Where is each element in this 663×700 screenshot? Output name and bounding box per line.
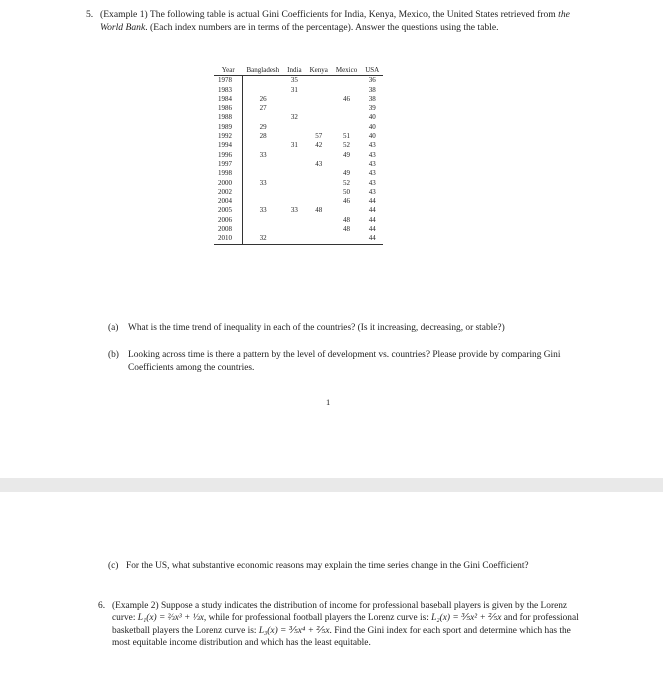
table-cell xyxy=(283,132,305,141)
question-c-text: For the US, what substantive economic reasons may explain the time series change in the Gini Coefficient? xyxy=(126,561,529,571)
question-label: (b) xyxy=(108,350,119,360)
table-cell xyxy=(306,225,332,234)
table-cell xyxy=(283,169,305,178)
table-cell: 40 xyxy=(368,113,376,122)
table-cell xyxy=(283,104,305,113)
page-number: 1 xyxy=(326,397,331,407)
year-cell: 1989 xyxy=(214,123,243,132)
table-cell xyxy=(283,179,305,188)
table-cell xyxy=(283,234,305,244)
table-cell: 49 xyxy=(343,150,351,159)
table-cell: 42 xyxy=(315,141,323,150)
table-cell: 33 xyxy=(259,150,267,159)
table-cell: 48 xyxy=(343,225,351,234)
table-cell xyxy=(306,151,332,160)
question-a xyxy=(108,322,578,335)
table-cell: 44 xyxy=(368,215,376,224)
table-cell: 31 xyxy=(290,85,298,94)
table-cell: 52 xyxy=(343,141,351,150)
column-header: India xyxy=(283,66,305,76)
year-cell: 1996 xyxy=(214,151,243,160)
table-cell: 38 xyxy=(368,94,376,103)
question-label: (a) xyxy=(108,323,119,333)
table-cell: 33 xyxy=(259,206,267,215)
column-header: Year xyxy=(214,66,243,76)
table-cell xyxy=(306,216,332,225)
question-6 xyxy=(98,600,580,650)
table-cell xyxy=(306,113,332,122)
table-cell xyxy=(306,76,332,86)
table-cell: 40 xyxy=(368,122,376,131)
table-row xyxy=(214,151,383,160)
table-cell xyxy=(243,76,284,86)
table-cell xyxy=(306,123,332,132)
table-cell xyxy=(306,234,332,244)
table-row xyxy=(214,141,383,150)
table-cell xyxy=(332,113,361,122)
table-cell xyxy=(283,160,305,169)
question-a-text: What is the time trend of inequality in each of the countries? (Is it increasing, decreasing, or stable?) xyxy=(128,323,505,333)
table-cell xyxy=(332,123,361,132)
table-cell: 32 xyxy=(243,234,284,244)
table-cell xyxy=(306,169,332,178)
table-cell: 40 xyxy=(368,132,376,141)
table-cell xyxy=(332,76,361,86)
table-cell: 32 xyxy=(290,113,298,122)
year-cell: 1997 xyxy=(214,160,243,169)
column-header: USA xyxy=(361,66,383,76)
table-cell xyxy=(332,234,361,244)
table-cell xyxy=(306,95,332,104)
table-cell: 44 xyxy=(368,197,376,206)
lorenz-curve-baseball: L₁(x) = ⅔x³ + ⅓x xyxy=(137,613,204,624)
table-cell xyxy=(243,86,284,95)
table-cell: 44 xyxy=(368,206,376,215)
table-cell: 51 xyxy=(343,132,351,141)
year-cell: 1978 xyxy=(214,76,243,86)
table-cell xyxy=(306,197,332,206)
table-cell xyxy=(243,216,284,225)
table-cell: 43 xyxy=(368,159,376,168)
question-6-text: (Example 2) Suppose a study indicates the distribution of income for professional baseball players is given by the Lorenz curve: L₁(x) = ⅔x³ + ⅓x, while for professional football players the Lorenz curve is: L₂(x) = ⅗x² + ⅖x and for professional basketball players the Lorenz curve is: L₃(x) = ⅗x⁴ + ⅖x. Find the Gini index for each sport and determine which has the most equitable income distribution and which has the least equitable. xyxy=(112,601,579,649)
table-cell xyxy=(306,104,332,113)
year-cell: 1994 xyxy=(214,141,243,150)
table-cell: 46 xyxy=(343,197,351,206)
table-cell xyxy=(332,160,361,169)
table-row xyxy=(214,225,383,234)
table-cell: 35 xyxy=(290,76,298,85)
table-cell xyxy=(243,169,284,178)
lorenz-curve-football: L₂(x) = ⅗x² + ⅖x xyxy=(431,613,502,624)
year-cell: 1998 xyxy=(214,169,243,178)
question-5-text: (Example 1) The following table is actual Gini Coefficients for India, Kenya, Mexico, the United States retrieved from the World Bank. (Each index numbers are in terms of the percentage). Answer the questions using the table. xyxy=(100,9,570,33)
table-cell xyxy=(283,95,305,104)
table-row xyxy=(214,160,383,169)
table-cell xyxy=(332,104,361,113)
table-cell: 36 xyxy=(368,76,376,85)
table-cell: 39 xyxy=(368,104,376,113)
table-row xyxy=(214,95,383,104)
table-row xyxy=(214,188,383,197)
table-cell: 38 xyxy=(368,85,376,94)
table-cell xyxy=(243,160,284,169)
table-row xyxy=(214,113,383,122)
table-row xyxy=(214,206,383,215)
table-row xyxy=(214,86,383,95)
table-cell: 27 xyxy=(259,104,267,113)
table-cell: 49 xyxy=(343,169,351,178)
table-cell xyxy=(306,86,332,95)
table-cell xyxy=(332,86,361,95)
table-header-row xyxy=(214,66,383,76)
table-cell: 57 xyxy=(315,132,323,141)
year-cell: 2010 xyxy=(214,234,243,244)
lorenz-curve-basketball: L₃(x) = ⅗x⁴ + ⅖x xyxy=(258,625,330,636)
table-cell xyxy=(283,151,305,160)
table-cell: 43 xyxy=(368,178,376,187)
table-cell: 26 xyxy=(259,94,267,103)
table-cell xyxy=(243,113,284,122)
table-cell: 28 xyxy=(259,132,267,141)
table-cell: 46 xyxy=(343,94,351,103)
table-cell xyxy=(283,225,305,234)
question-5 xyxy=(86,8,586,34)
table-cell: 43 xyxy=(368,141,376,150)
year-cell: 2005 xyxy=(214,206,243,215)
year-cell: 1983 xyxy=(214,86,243,95)
table-cell: 33 xyxy=(259,178,267,187)
year-cell: 2008 xyxy=(214,225,243,234)
table-cell: 43 xyxy=(368,169,376,178)
table-cell: 31 xyxy=(290,141,298,150)
year-cell: 2002 xyxy=(214,188,243,197)
table-cell xyxy=(283,216,305,225)
table-cell xyxy=(243,141,284,150)
table-row xyxy=(214,197,383,206)
gini-table xyxy=(214,66,383,245)
year-cell: 1992 xyxy=(214,132,243,141)
table-cell xyxy=(306,179,332,188)
page-2 xyxy=(0,492,663,700)
table-cell xyxy=(283,123,305,132)
table-row xyxy=(214,132,383,141)
table-cell: 29 xyxy=(259,122,267,131)
column-header: Kenya xyxy=(306,66,332,76)
table-row xyxy=(214,104,383,113)
table-row xyxy=(214,169,383,178)
table-cell xyxy=(243,188,284,197)
year-cell: 1986 xyxy=(214,104,243,113)
table-cell: 50 xyxy=(343,187,351,196)
table-row xyxy=(214,123,383,132)
table-cell: 44 xyxy=(368,225,376,234)
question-number: 5. xyxy=(86,9,94,20)
source-name: the World Bank xyxy=(100,9,570,33)
table-cell: 33 xyxy=(290,206,298,215)
question-number: 6. xyxy=(98,601,106,611)
year-cell: 2006 xyxy=(214,216,243,225)
table-cell xyxy=(283,188,305,197)
year-cell: 2004 xyxy=(214,197,243,206)
table-cell: 43 xyxy=(368,150,376,159)
table-cell xyxy=(283,197,305,206)
table-cell: 43 xyxy=(368,187,376,196)
year-cell: 2000 xyxy=(214,179,243,188)
table-cell: 52 xyxy=(343,178,351,187)
table-cell xyxy=(332,206,361,215)
question-b xyxy=(108,349,578,374)
table-row xyxy=(214,179,383,188)
question-c xyxy=(108,560,578,573)
table-body xyxy=(214,76,383,244)
table-row xyxy=(214,234,383,244)
question-label: (c) xyxy=(108,561,119,571)
table-row xyxy=(214,216,383,225)
table-row xyxy=(214,76,383,86)
table-cell xyxy=(243,225,284,234)
table-cell: 44 xyxy=(361,234,383,244)
column-header: Bangladesh xyxy=(243,66,284,76)
question-b-text: Looking across time is there a pattern by the level of development vs. countries? Please provide by comparing Gini Coefficients among the countries. xyxy=(128,350,561,373)
table-cell: 48 xyxy=(315,206,323,215)
table-cell xyxy=(243,197,284,206)
table-cell: 48 xyxy=(343,215,351,224)
column-header: Mexico xyxy=(332,66,361,76)
table-cell xyxy=(306,188,332,197)
table-cell: 43 xyxy=(315,159,323,168)
year-cell: 1988 xyxy=(214,113,243,122)
year-cell: 1984 xyxy=(214,95,243,104)
